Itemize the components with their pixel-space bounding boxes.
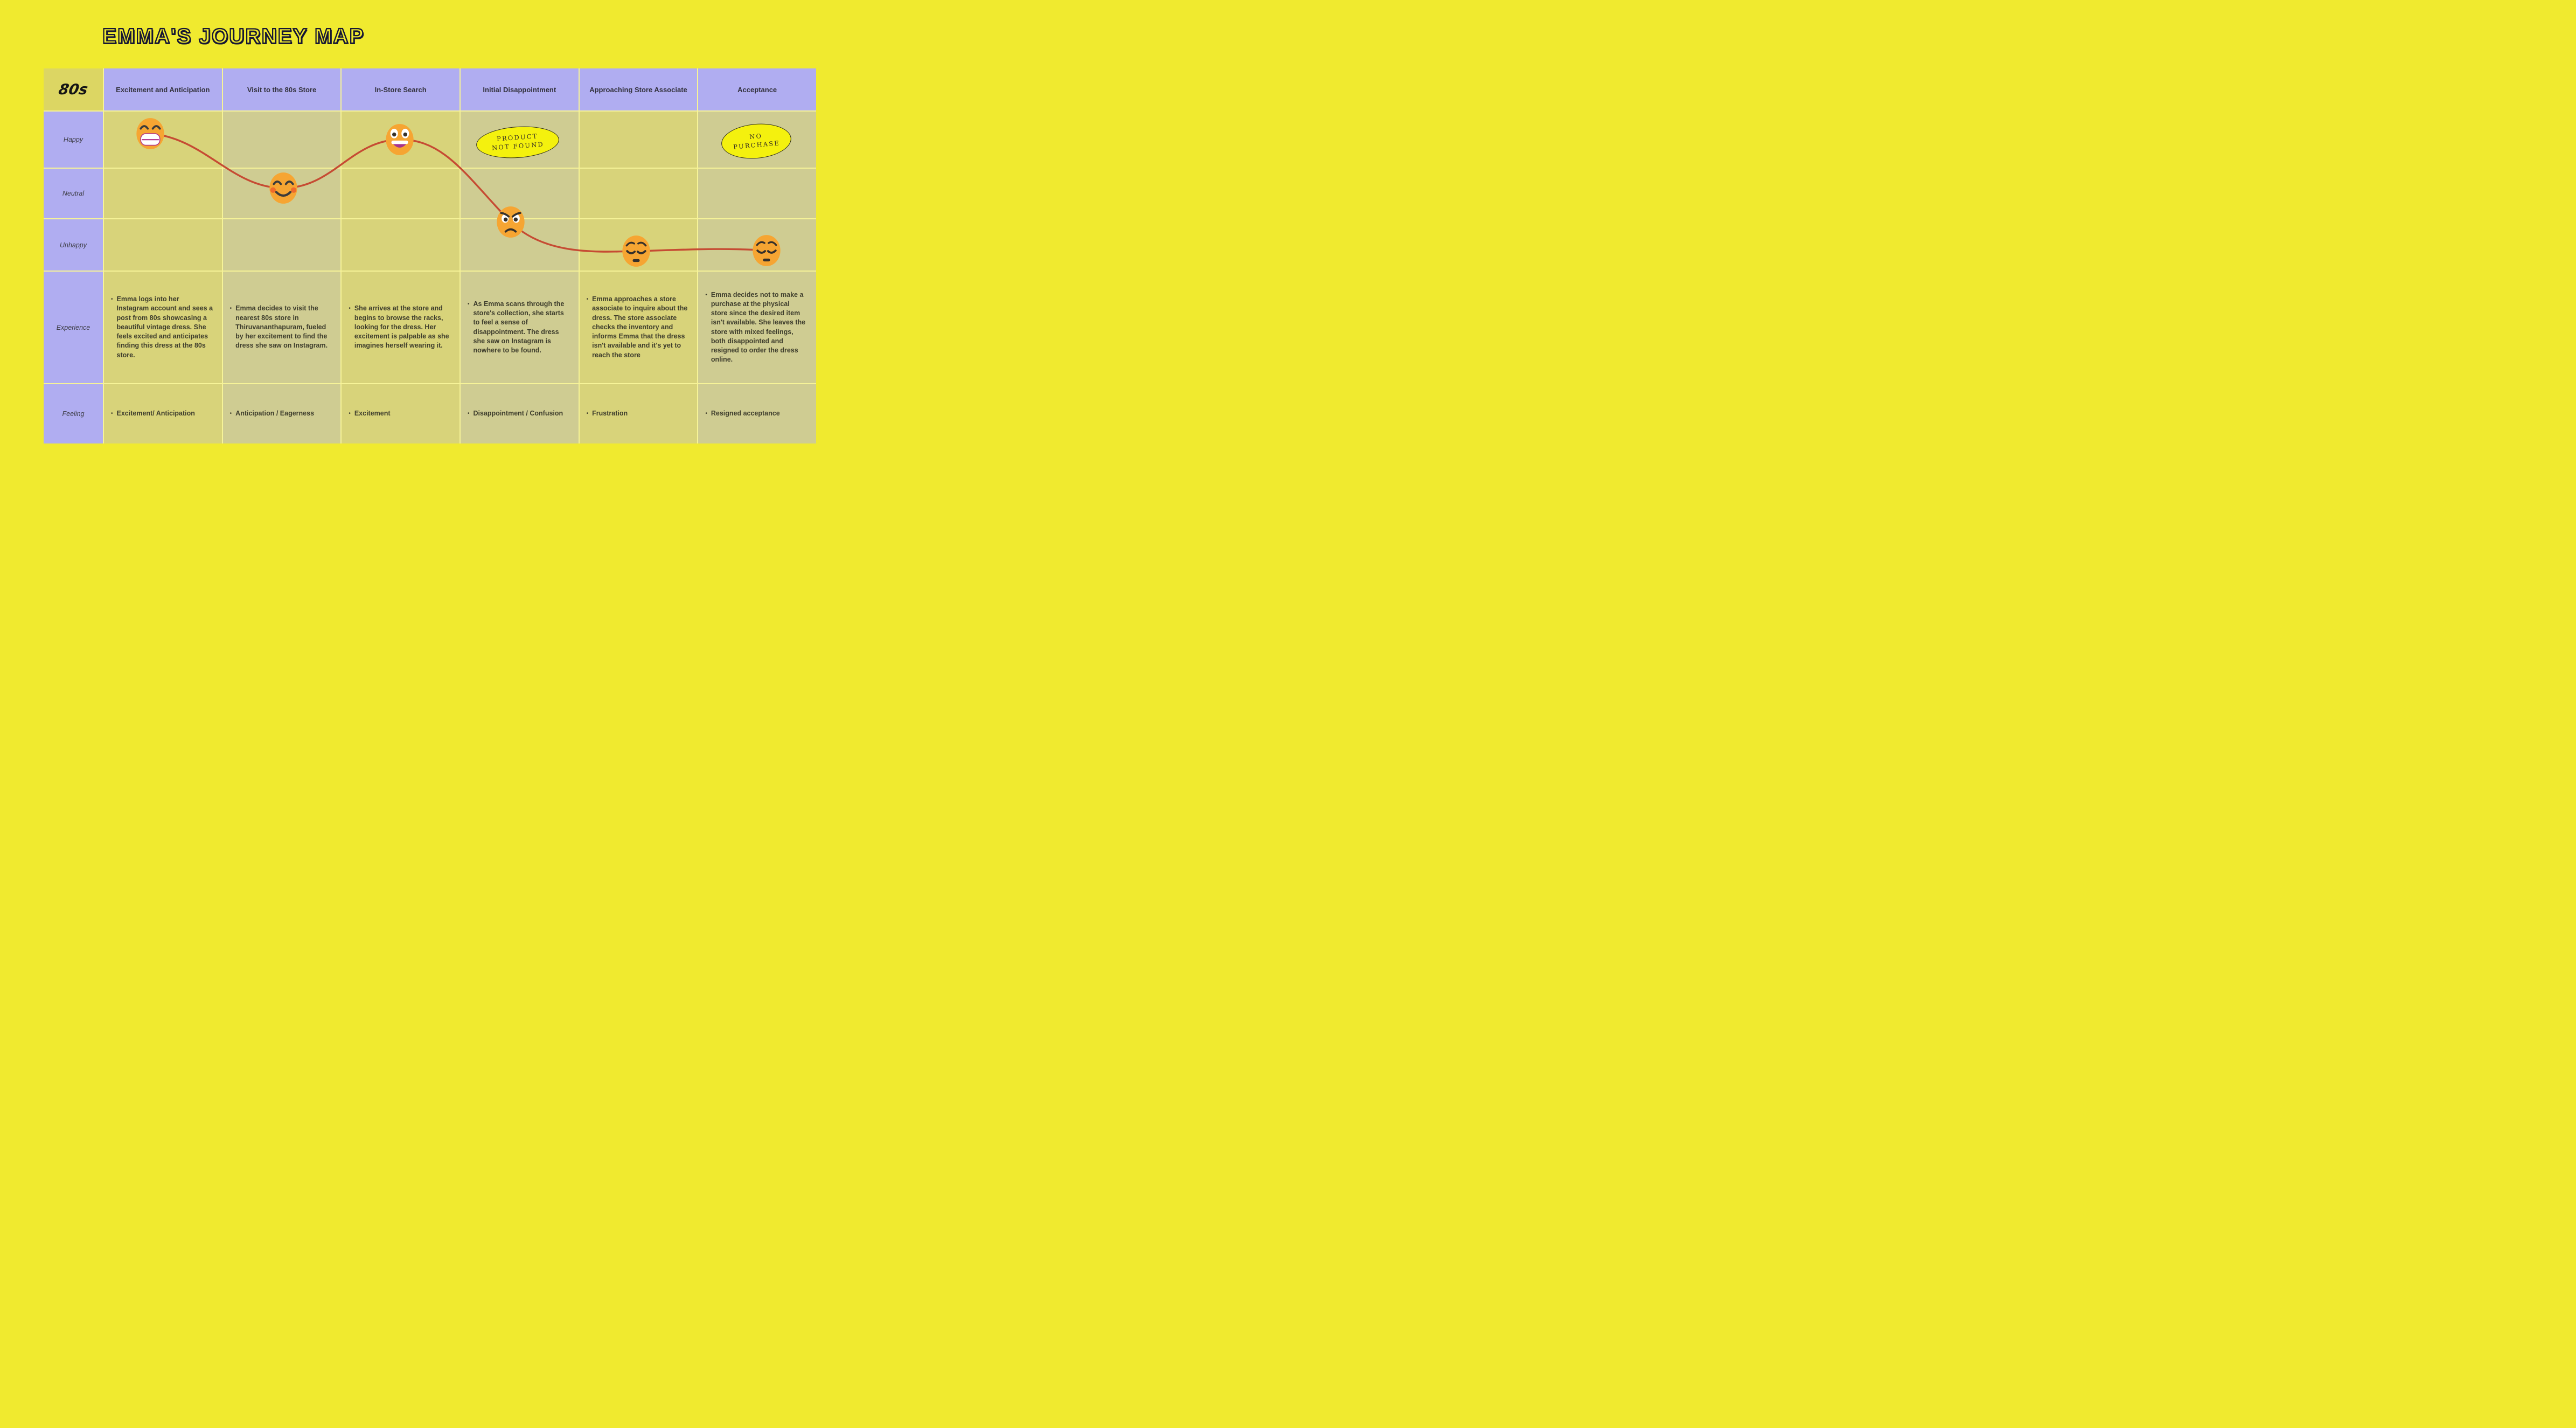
bullet-dot: •: [705, 411, 707, 417]
experience-cell: [342, 272, 459, 383]
mood-cell: [461, 169, 579, 218]
mood-cell: [461, 219, 579, 271]
bullet-dot: •: [468, 411, 470, 417]
mood-cell: [698, 169, 816, 218]
annotation-text: PRODUCT NOT FOUND: [491, 132, 545, 152]
feeling-text: Excitement/ Anticipation: [116, 410, 195, 418]
brand-cell: [44, 68, 103, 110]
experience-text: Emma approaches a store associate to inquire about the dress. The store associate checks the inventory and informs Emma that the dress isn't available and it's yet to reach the store: [592, 295, 688, 359]
experience-text: She arrives at the store and begins to browse the racks, looking for the dress. Her excitement is palpable as she imagines herself wearing it.: [354, 304, 449, 350]
mood-cell: [698, 112, 816, 168]
row-label-feeling: Feeling: [44, 384, 103, 443]
journey-table: [44, 68, 816, 443]
feeling-cell: [698, 384, 816, 443]
mood-cell: [342, 219, 459, 271]
journey-map-page: [0, 0, 859, 476]
row-label-experience: Experience: [44, 272, 103, 383]
experience-text: Emma decides not to make a purchase at the physical store since the desired item isn't available. She leaves the store with mixed feelings, both disappointed and resigned to order the dress online.: [711, 290, 806, 364]
experience-cell: [580, 272, 698, 383]
brand-logo: 80s: [57, 81, 89, 98]
feeling-cell: [580, 384, 698, 443]
experience-text: As Emma scans through the store's collection, she starts to feel a sense of disappointment. The dress she saw on Instagram is nowhere to be found.: [473, 300, 565, 354]
bullet-dot: •: [586, 411, 589, 417]
mood-cell: [580, 219, 698, 271]
feeling-text: Disappointment / Confusion: [473, 410, 563, 418]
mood-cell: [104, 112, 222, 168]
feeling-cell: [104, 384, 222, 443]
column-header-6: Acceptance: [698, 68, 816, 110]
bullet-dot: •: [349, 411, 351, 417]
mood-cell: [461, 112, 579, 168]
experience-cell: [698, 272, 816, 383]
annotation-text: NO PURCHASE: [733, 132, 781, 151]
row-label-unhappy: Unhappy: [44, 219, 103, 271]
bullet-dot: •: [586, 296, 589, 303]
experience-cell: [223, 272, 341, 383]
feeling-cell: [223, 384, 341, 443]
feeling-text: Excitement: [354, 410, 391, 418]
bullet-dot: •: [468, 301, 470, 307]
bullet-dot: •: [229, 306, 232, 312]
column-header-4: Initial Disappointment: [461, 68, 579, 110]
mood-cell: [342, 112, 459, 168]
row-label-neutral: Neutral: [44, 169, 103, 218]
mood-cell: [223, 169, 341, 218]
bullet-dot: •: [111, 296, 113, 303]
page-title: EMMA'S JOURNEY MAP: [102, 25, 365, 48]
mood-cell: [580, 169, 698, 218]
experience-text: Emma decides to visit the nearest 80s store in Thiruvananthapuram, fueled by her excitement to find the dress she saw on Instagram.: [235, 304, 328, 350]
feeling-text: Anticipation / Eagerness: [235, 410, 315, 418]
feeling-cell: [461, 384, 579, 443]
mood-cell: [580, 112, 698, 168]
row-label-happy: Happy: [44, 112, 103, 168]
mood-cell: [223, 219, 341, 271]
bullet-dot: •: [111, 411, 113, 417]
mood-cell: [342, 169, 459, 218]
bullet-dot: •: [705, 292, 707, 298]
mood-cell: [104, 219, 222, 271]
column-header-2: Visit to the 80s Store: [223, 68, 341, 110]
bullet-dot: •: [349, 306, 351, 312]
column-header-5: Approaching Store Associate: [580, 68, 698, 110]
mood-cell: [698, 219, 816, 271]
bullet-dot: •: [229, 411, 232, 417]
column-header-1: Excitement and Anticipation: [104, 68, 222, 110]
mood-cell: [223, 112, 341, 168]
experience-cell: [104, 272, 222, 383]
feeling-text: Resigned acceptance: [711, 410, 780, 418]
experience-cell: [461, 272, 579, 383]
column-header-3: In-Store Search: [342, 68, 459, 110]
experience-text: Emma logs into her Instagram account and sees a post from 80s showcasing a beautiful vintage dress. She feels excited and anticipates finding this dress at the 80s store.: [116, 295, 213, 359]
mood-cell: [104, 169, 222, 218]
feeling-cell: [342, 384, 459, 443]
feeling-text: Frustration: [592, 410, 628, 418]
